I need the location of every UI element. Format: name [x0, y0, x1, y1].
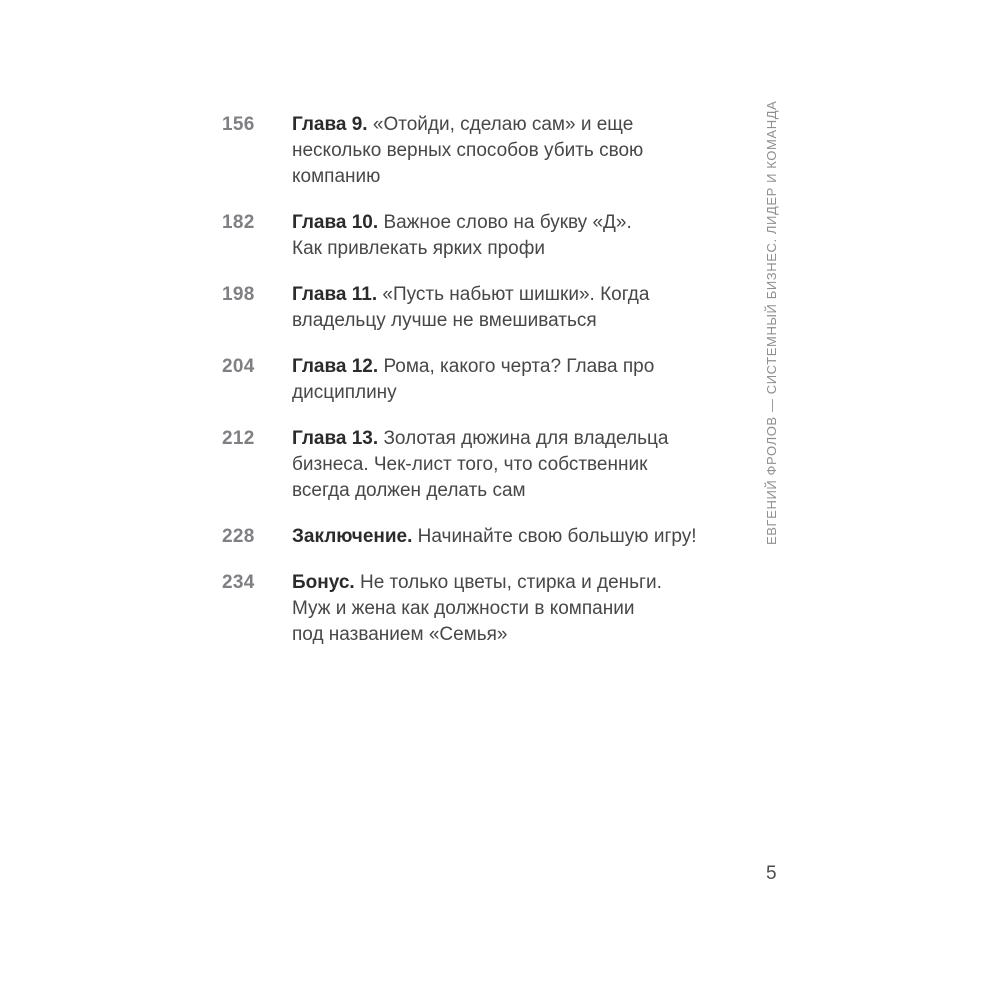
toc-entry-label: Глава 13. — [292, 428, 384, 449]
toc-entry-page-number: 204 — [222, 356, 255, 377]
toc-entry-line: Глава 10. Важное слово на букву «Д». — [292, 212, 632, 233]
toc-entry-label: Глава 11. — [292, 284, 383, 305]
toc-entry-label: Бонус. — [292, 572, 360, 593]
toc-entry-line: Бонус. Не только цветы, стирка и деньги. — [292, 572, 662, 593]
toc-entry-page-number: 228 — [222, 526, 255, 547]
toc-entry-page-number: 156 — [222, 114, 255, 135]
toc-entry-line: компанию — [292, 166, 381, 187]
toc-entry-label: Глава 12. — [292, 356, 384, 377]
toc-entry-text — [292, 112, 712, 190]
toc-entry-line: Муж и жена как должности в компании — [292, 598, 635, 619]
toc-entry — [222, 426, 722, 504]
table-of-contents — [222, 112, 722, 668]
toc-entry-line: Глава 11. «Пусть набьют шишки». Когда — [292, 284, 650, 305]
toc-entry-text — [292, 570, 712, 648]
toc-entry-line: владельцу лучше не вмешиваться — [292, 310, 597, 331]
toc-entry-text — [292, 426, 712, 504]
toc-entry — [222, 354, 722, 406]
toc-entry-line: Заключение. Начинайте свою большую игру! — [292, 526, 697, 547]
toc-entry-text — [292, 210, 712, 262]
toc-entry — [222, 524, 722, 550]
toc-entry-line: бизнеса. Чек-лист того, что собственник — [292, 454, 648, 475]
toc-entry-line: дисциплину — [292, 382, 397, 403]
toc-entry-page-number: 198 — [222, 284, 255, 305]
toc-entry-page-number: 212 — [222, 428, 255, 449]
toc-entry-line: несколько верных способов убить свою — [292, 140, 644, 161]
toc-entry-line: всегда должен делать сам — [292, 480, 526, 501]
toc-entry — [222, 570, 722, 648]
toc-entry-label: Глава 10. — [292, 212, 384, 233]
toc-entry-page-number: 182 — [222, 212, 255, 233]
toc-entry-page-number: 234 — [222, 572, 255, 593]
toc-entry-label: Глава 9. — [292, 114, 373, 135]
toc-entry — [222, 282, 722, 334]
toc-entry-line: Глава 12. Рома, какого черта? Глава про — [292, 356, 655, 377]
toc-entry-line: Глава 9. «Отойди, сделаю сам» и еще — [292, 114, 634, 135]
toc-entry-line: под названием «Семья» — [292, 624, 508, 645]
toc-entry-text — [292, 354, 712, 406]
toc-entry-label: Заключение. — [292, 526, 418, 547]
toc-entry-text — [292, 524, 712, 550]
toc-entry — [222, 112, 722, 190]
page-number: 5 — [766, 863, 777, 884]
toc-entry-text — [292, 282, 712, 334]
toc-entry — [222, 210, 722, 262]
spine-title-vertical-text: ЕВГЕНИЙ ФРОЛОВ — СИСТЕМНЫЙ БИЗНЕС. ЛИДЕР И КОМАНДА — [764, 100, 779, 545]
toc-entry-line: Как привлекать ярких профи — [292, 238, 545, 259]
toc-entry-line: Глава 13. Золотая дюжина для владельца — [292, 428, 669, 449]
